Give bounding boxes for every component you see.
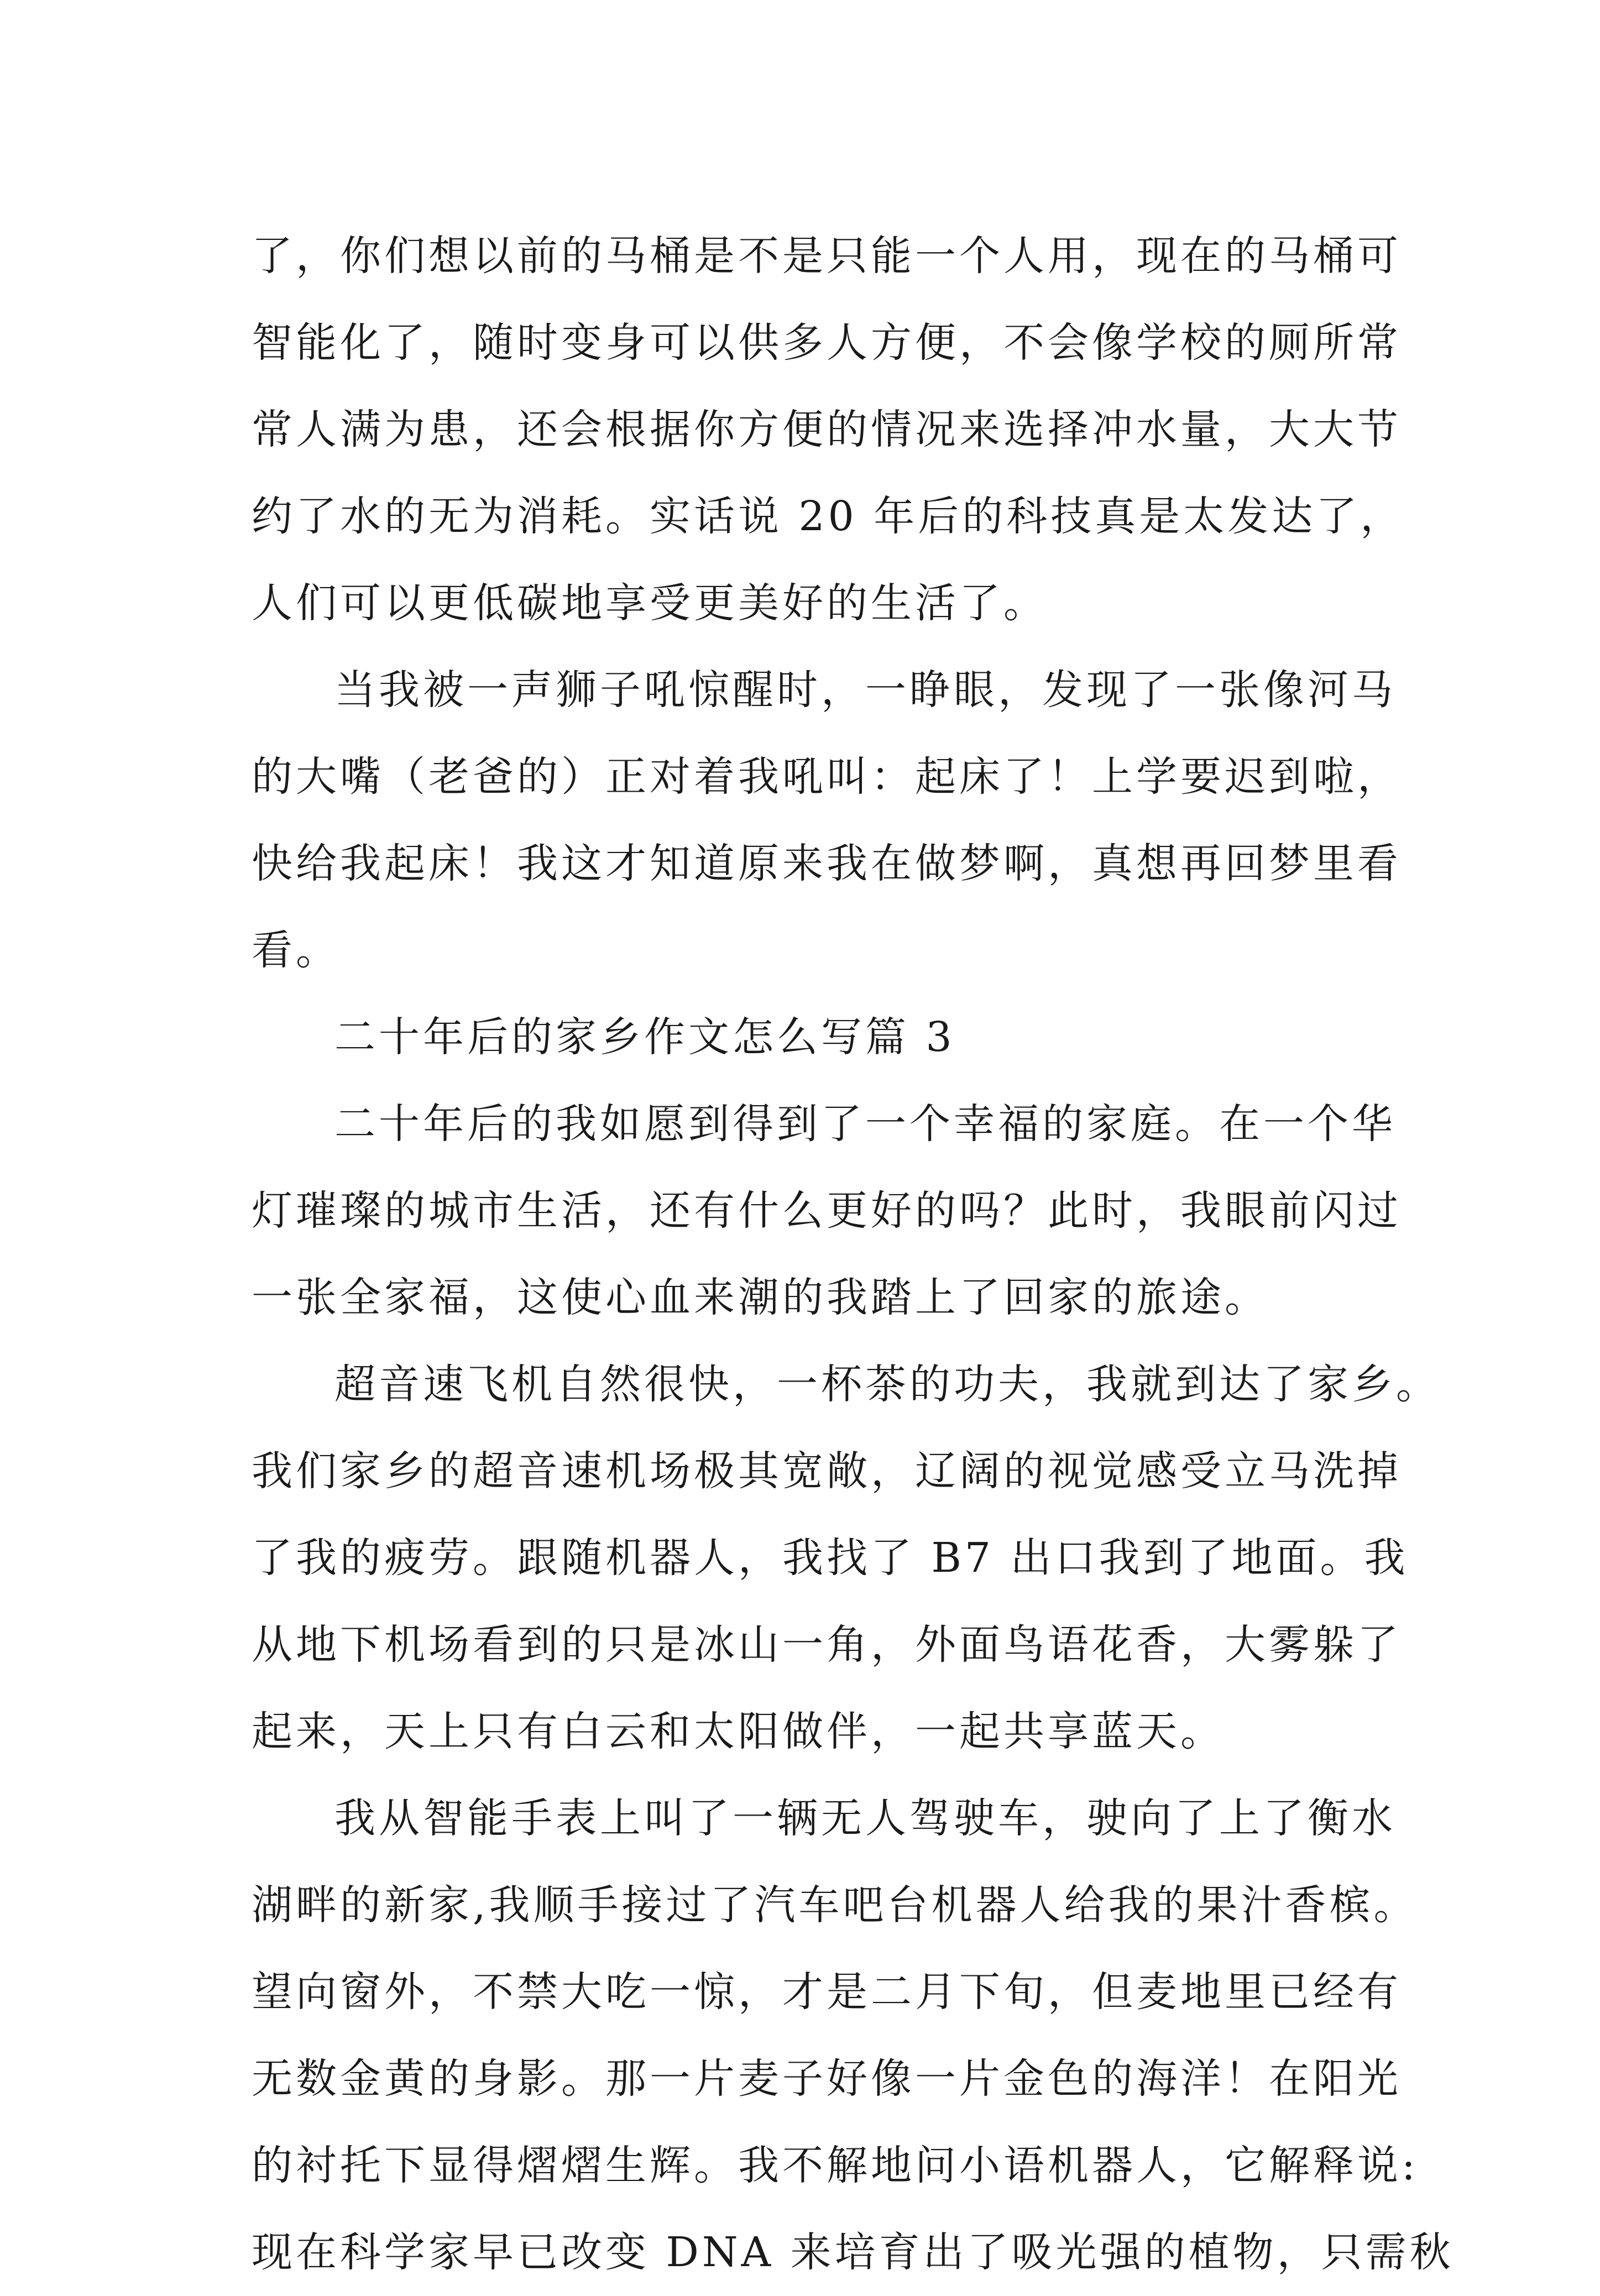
text-line: 二十年后的家乡作文怎么写篇 3 [334, 1013, 955, 1061]
text-line: 湖畔的新家,我顺手接过了汽车吧台机器人给我的果汁香槟。 [252, 1881, 1418, 1929]
text-line: 望向窗外，不禁大吃一惊，才是二月下旬，但麦地里已经有 [252, 1968, 1402, 2016]
text-line: 的衬托下显得熠熠生辉。我不解地问小语机器人，它解释说: [252, 2142, 1419, 2189]
text-line: 约了水的无为消耗。实话说 20 年后的科技真是太发达了， [252, 493, 1405, 540]
text-line: 从地下机场看到的只是冰山一角，外面鸟语花香，大雾躲了 [252, 1621, 1402, 1669]
document-body [252, 213, 1454, 2296]
text-line: 起来，天上只有白云和太阳做伴，一起共享蓝天。 [252, 1708, 1225, 1755]
text-line: 无数金黄的身影。那一片麦子好像一片金色的海洋！在阳光 [252, 2055, 1402, 2103]
text-line: 我从智能手表上叫了一辆无人驾驶车，驶向了上了衡水 [334, 1795, 1396, 1842]
text-line: 了我的疲劳。跟随机器人，我找了 B7 出口我到了地面。我 [252, 1534, 1409, 1582]
text-line: 常人满为患，还会根据你方便的情况来选择冲水量，大大节 [252, 406, 1402, 453]
text-line: 当我被一声狮子吼惊醒时，一睁眼，发现了一张像河马 [334, 666, 1396, 714]
text-line: 人们可以更低碳地享受更美好的生活了。 [252, 579, 1048, 627]
text-line: 灯璀璨的城市生活，还有什么更好的吗？此时，我眼前闪过 [252, 1187, 1402, 1235]
text-line: 看。 [252, 927, 340, 974]
text-line: 二十年后的我如愿到得到了一个幸福的家庭。在一个华 [334, 1100, 1396, 1148]
text-line: 一张全家福，这使心血来潮的我踏上了回家的旅途。 [252, 1274, 1269, 1321]
text-line: 快给我起床！我这才知道原来我在做梦啊，真想再回梦里看 [252, 840, 1402, 887]
text-line: 的大嘴（老爸的）正对着我吼叫：起床了！上学要迟到啦， [252, 753, 1402, 801]
text-line: 了，你们想以前的马桶是不是只能一个人用，现在的马桶可 [252, 232, 1402, 280]
text-line: 我们家乡的超音速机场极其宽敞，辽阔的视觉感受立马洗掉 [252, 1447, 1402, 1495]
text-line: 智能化了，随时变身可以供多人方便，不会像学校的厕所常 [252, 319, 1402, 367]
text-line: 超音速飞机自然很快，一杯茶的功夫，我就到达了家乡。 [334, 1361, 1440, 1408]
text-line: 现在科学家早已改变 DNA 来培育出了吸光强的植物，只需秋 [252, 2229, 1454, 2276]
